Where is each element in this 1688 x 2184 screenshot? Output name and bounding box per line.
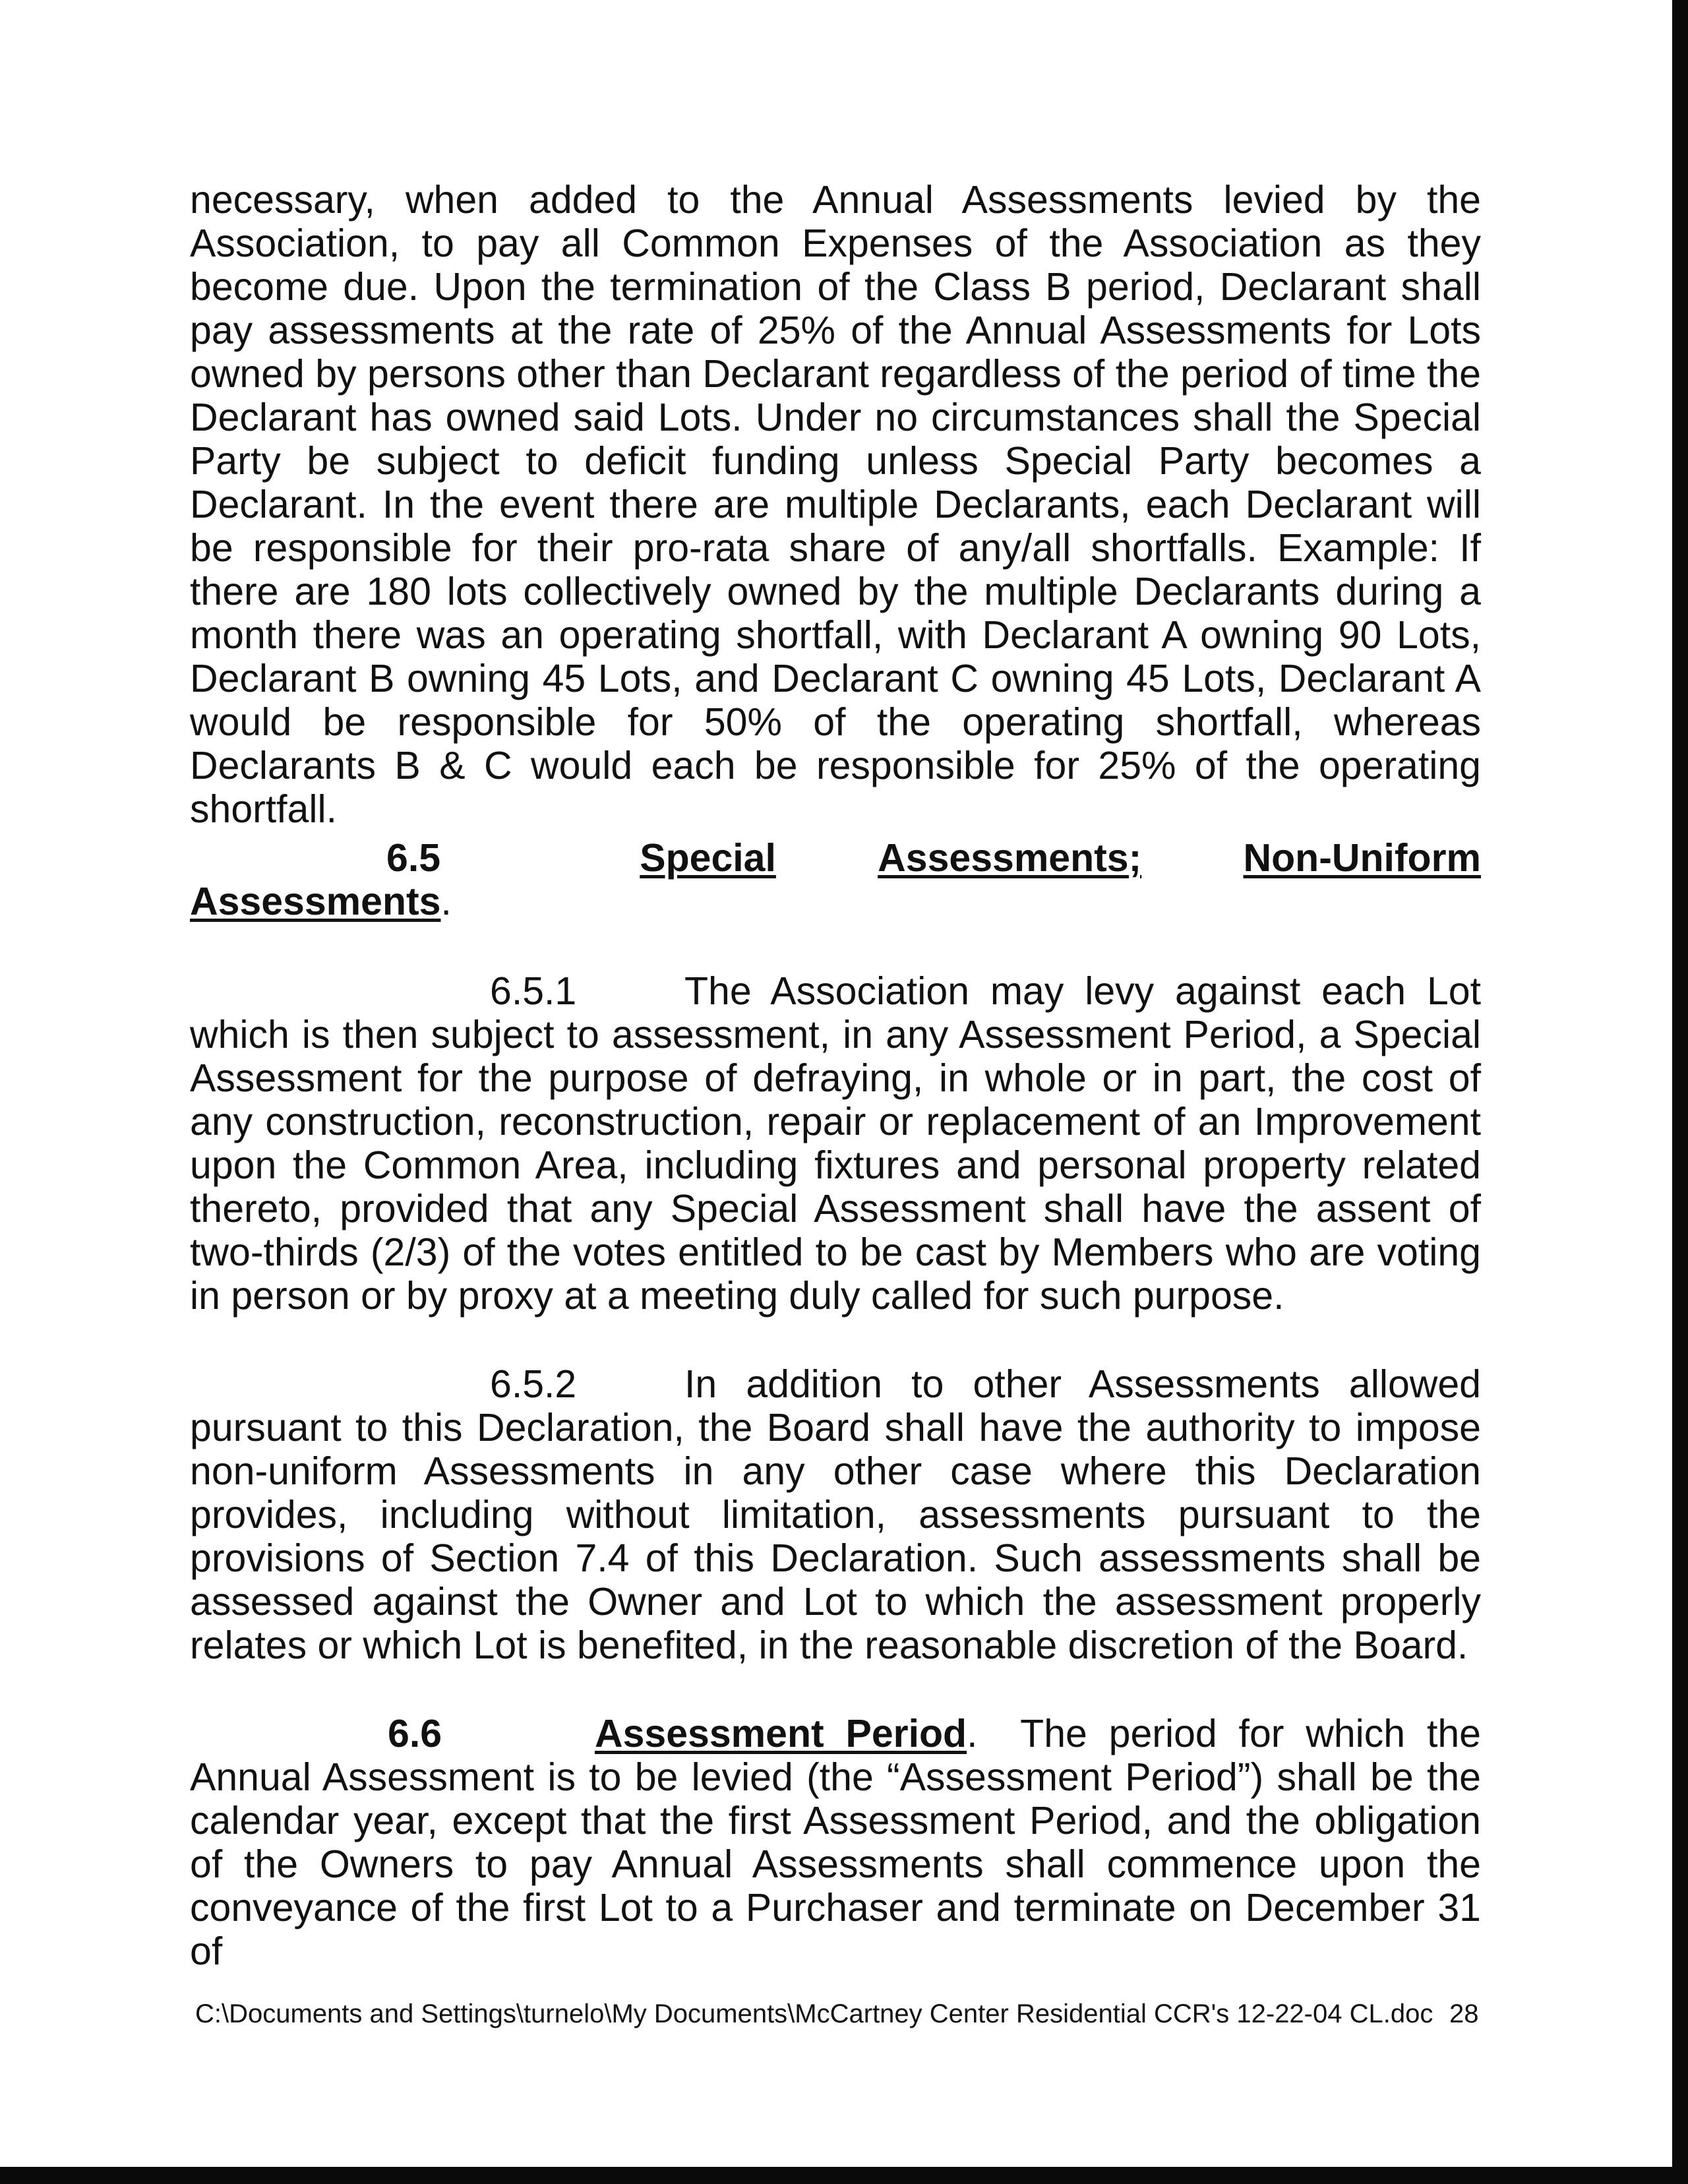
heading-word-special: Special xyxy=(640,836,776,880)
section-number: 6.6 xyxy=(388,1712,442,1755)
paragraph-text: necessary, when added to the Annual Assessments levied by the Association, to pay all Common Expenses of the Association as they become due. Upon the termination of the Class B period, Declarant shall pay assessments at the rate of 25% of the Annual Assessments for Lots owned by persons other than Declarant regardless of the period of time the Declarant has owned said Lots. Under no circumstances shall the Special Party be subject to deficit funding unless Special Party becomes a Declarant. In the event there are multiple Declarants, each Declarant will be responsible for their pro-rata share of any/all shortfalls. Example: If there are 180 lots collectively owned by the multiple Declarants during a month there was an operating shortfall, with Declarant A owning 90 Lots, Declarant B owning 45 Lots, and Declarant C owning 45 Lots, Declarant A would be responsible for 50% of the operating shortfall, whereas Declarants B & C would each be responsible for 25% of the operating shortfall. xyxy=(190,178,1481,831)
title-period: . xyxy=(967,1712,978,1755)
paragraph-text: The Association may levy against each Lot which is then subject to assessment, in any Assessment Period, a Special Assessment for the purpose of defraying, in whole or in part, the cost of any construction, reconstruction, repair or replacement of an Improvement upon the Common Area, including fixtures and personal property related thereto, provided that any Special Assessment shall have the assent of two-thirds (2/3) of the votes entitled to be cast by Members who are voting in person or by proxy at a meeting duly called for such purpose. xyxy=(190,969,1481,1318)
heading-period: . xyxy=(440,880,452,923)
heading-word-non-uniform: Non-Uniform xyxy=(1243,836,1481,880)
section-number: 6.5 xyxy=(386,836,441,880)
paragraph-6-5-2 xyxy=(190,1362,1481,1667)
paragraph-6-5-1 xyxy=(190,969,1481,1318)
section-title: Assessment Period xyxy=(595,1712,967,1755)
subsection-number: 6.5.1 xyxy=(490,969,577,1013)
paragraph-text: In addition to other Assessments allowed pursuant to this Declaration, the Board shall have the authority to impose non-uniform Assessments in any other case where this Declaration provides, including without limitation, assessments pursuant to the provisions of Section 7.4 of this Declaration. Such assessments shall be assessed against the Owner and Lot to which the assessment properly relates or which Lot is benefited, in the reasonable discretion of the Board. xyxy=(190,1362,1481,1667)
scan-border-bottom xyxy=(0,2167,1688,2184)
heading-word-assessments-2: Assessments xyxy=(190,880,441,923)
heading-word-assessments: Assessments; xyxy=(878,836,1142,880)
scan-border-right xyxy=(1672,0,1688,2184)
footer-file-path: C:\Documents and Settings\turnelo\My Documents\McCartney Center Residential CCR's 12-22-04 CL.doc xyxy=(195,1999,1433,2028)
subsection-number: 6.5.2 xyxy=(490,1362,577,1406)
paragraph-text: The period for which the Annual Assessment is to be levied (the “Assessment Period”) shall be the calendar year, except that the first Assessment Period, and the obligation of the Owners to pay Annual Assessments shall commence upon the conveyance of the first Lot to a Purchaser and terminate on December 31 of xyxy=(190,1712,1481,1973)
page-number: 28 xyxy=(1449,1999,1479,2028)
paragraph-6-6 xyxy=(190,1712,1481,1973)
paragraph-continuation xyxy=(190,178,1481,831)
section-heading-6-5 xyxy=(190,836,1481,923)
